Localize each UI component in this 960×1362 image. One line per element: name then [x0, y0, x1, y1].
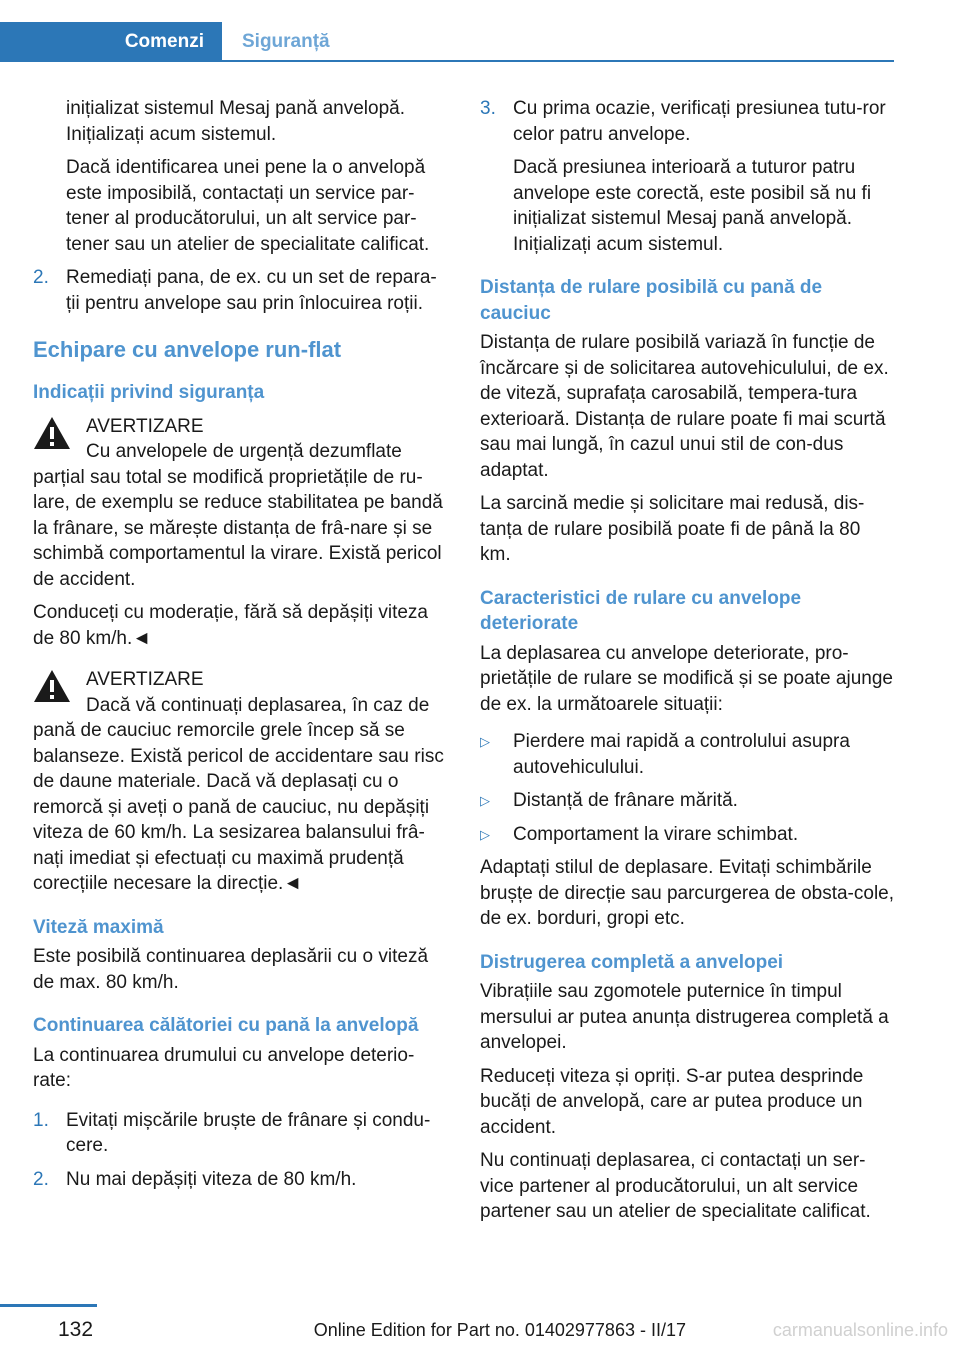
warning-title: AVERTIZARE [86, 415, 204, 437]
paragraph: Distanța de rulare posibilă variază în funcție de încărcare și de solicitarea autovehiculului, de ex. de viteză, suprafața carosabilă, tempera‐tura exterioară. Distanța de rulare poate fi mai scurtă sau mai lungă, în cazul unui stil de con‐dus adaptat. [480, 332, 889, 481]
paragraph: Dacă identificarea unei pene la o anvelopă este imposibilă, contactați un service par‐tener al producătorului, un alt service par‐tener sau un atelier de specialitate calificat. [66, 157, 430, 255]
list-text: Evitați mișcările bruște de frânare și condu‐cere. [66, 1109, 431, 1156]
list-number: 2. [33, 267, 49, 288]
list-text: Nu mai depășiți viteza de 80 km/h. [66, 1168, 357, 1190]
page-number: 132 [58, 1318, 94, 1341]
paragraph: La sarcină medie și solicitare mai redusă, dis‐tanța de rulare posibilă poate fi de până la 80 km. [480, 493, 865, 565]
list-text: Cu prima ocazie, verificați presiunea tutu‐ror celor patru anvelope. [513, 98, 886, 145]
paragraph: inițializat sistemul Mesaj pană anvelopă. Inițializați acum sistemul. [66, 98, 406, 145]
tab-comenzi[interactable]: Comenzi [0, 22, 222, 62]
paragraph: Nu continuați deplasarea, ci contactați un ser‐vice partener al producătorului, un alt service partener sau un atelier de specialitate calificat. [480, 1150, 871, 1222]
subsection-heading: Distrugerea completă a anvelopei [480, 951, 784, 973]
bullet-triangle-icon: ▷ [480, 793, 490, 808]
warning-text: Dacă vă continuați deplasarea, în caz de pană de cauciuc remorcile grele încep să se balanseze. Există pericol de accidentare sau risc de daune materiale. Dacă vă deplasați cu o remorcă și aveți o pană de cauciuc, nu depășiți viteza de 60 km/h. La sesizarea balansului frâ‐nați imediat și efectuați cu maximă prudență corecțiile necesare la direcție.◄ [33, 694, 444, 894]
paragraph: Reduceți viteza și opriți. S-ar putea desprinde bucăți de anvelopă, care ar putea produce un accident. [480, 1065, 864, 1138]
watermark: carmanualsonline.info [772, 1320, 948, 1340]
paragraph: Adaptați stilul de deplasare. Evitați schimbările brușțe de direcție sau parcurgerea de obsta‐cole, de ex. borduri, gropi etc. [480, 857, 895, 929]
subsection-heading: Indicații privind siguranța [33, 382, 265, 403]
subsection-heading: Caracteristici de rulare cu anvelope deteriorate [480, 587, 802, 634]
warning-text: Conduceți cu moderație, fără să depășiți viteza de 80 km/h.◄ [33, 602, 428, 649]
list-item [33, 1167, 449, 1193]
paragraph: La deplasarea cu anvelope deteriorate, pro‐prietățile de rulare se modifică și se poate ajunge de ex. la următoarele situații: [480, 642, 893, 715]
list-text: Pierdere mai rapidă a controlului asupra autovehiculului. [513, 731, 850, 778]
subsection-heading: Continuarea călătoriei cu pană la anvelopă [33, 1015, 419, 1036]
footer-rule [0, 1304, 97, 1307]
list-item [480, 788, 896, 814]
list-number: 1. [33, 1109, 49, 1131]
paragraph: Este posibilă continuarea deplasării cu o viteză de max. 80 km/h. [33, 946, 429, 993]
section-heading: Echipare cu anvelope run-flat [33, 337, 342, 362]
edition-note: Online Edition for Part no. 01402977863 - II/17 [313, 1320, 686, 1340]
list-text: Comportament la virare schimbat. [513, 823, 799, 845]
warning-block [33, 667, 449, 897]
bullet-triangle-icon: ▷ [480, 826, 490, 842]
warning-block [33, 414, 449, 652]
bullet-triangle-icon: ▷ [480, 734, 490, 749]
list-item [480, 822, 896, 848]
warning-triangle-icon [33, 416, 71, 450]
list-item [33, 265, 449, 316]
list-item [480, 96, 896, 147]
list-text: Remediați pana, de ex. cu un set de repara‐ții pentru anvelope sau prin înlocuirea roții. [66, 267, 437, 314]
paragraph: La continuarea drumului cu anvelope deterio‐rate: [33, 1044, 415, 1091]
paragraph: Dacă presiunea interioară a tuturor patru anvelope este corectă, este posibil să nu fi inițializat sistemul Mesaj pană anvelopă. Inițializați acum sistemul. [513, 157, 872, 255]
subsection-heading: Distanța de rulare posibilă cu pană de cauciuc [480, 277, 823, 324]
tab-siguranta[interactable]: Siguranță [242, 31, 330, 52]
list-number: 3. [480, 98, 496, 119]
warning-triangle-icon [33, 669, 71, 703]
subsection-heading: Viteză maximă [33, 916, 164, 938]
header-rule [222, 60, 894, 62]
list-item [480, 729, 896, 780]
right-column [480, 96, 896, 1233]
list-item [33, 1108, 449, 1159]
left-column [33, 96, 449, 1200]
warning-text: Cu anvelopele de urgență dezumflate parțial sau total se modifică proprietățile de ru‐lare, de exemplu se reduce stabilitatea pe bandă la frânare, se mărește distanța de frâ‐nare și se schimbă comportamentul la virare. Există pericol de accident. [33, 441, 443, 590]
paragraph: Vibrațiile sau zgomotele puternice în timpul mersului ar putea anunța distrugerea completă a anvelopei. [480, 981, 889, 1053]
list-number: 2. [33, 1168, 49, 1190]
list-text: Distanță de frânare mărită. [513, 790, 738, 811]
warning-title: AVERTIZARE [86, 669, 204, 690]
